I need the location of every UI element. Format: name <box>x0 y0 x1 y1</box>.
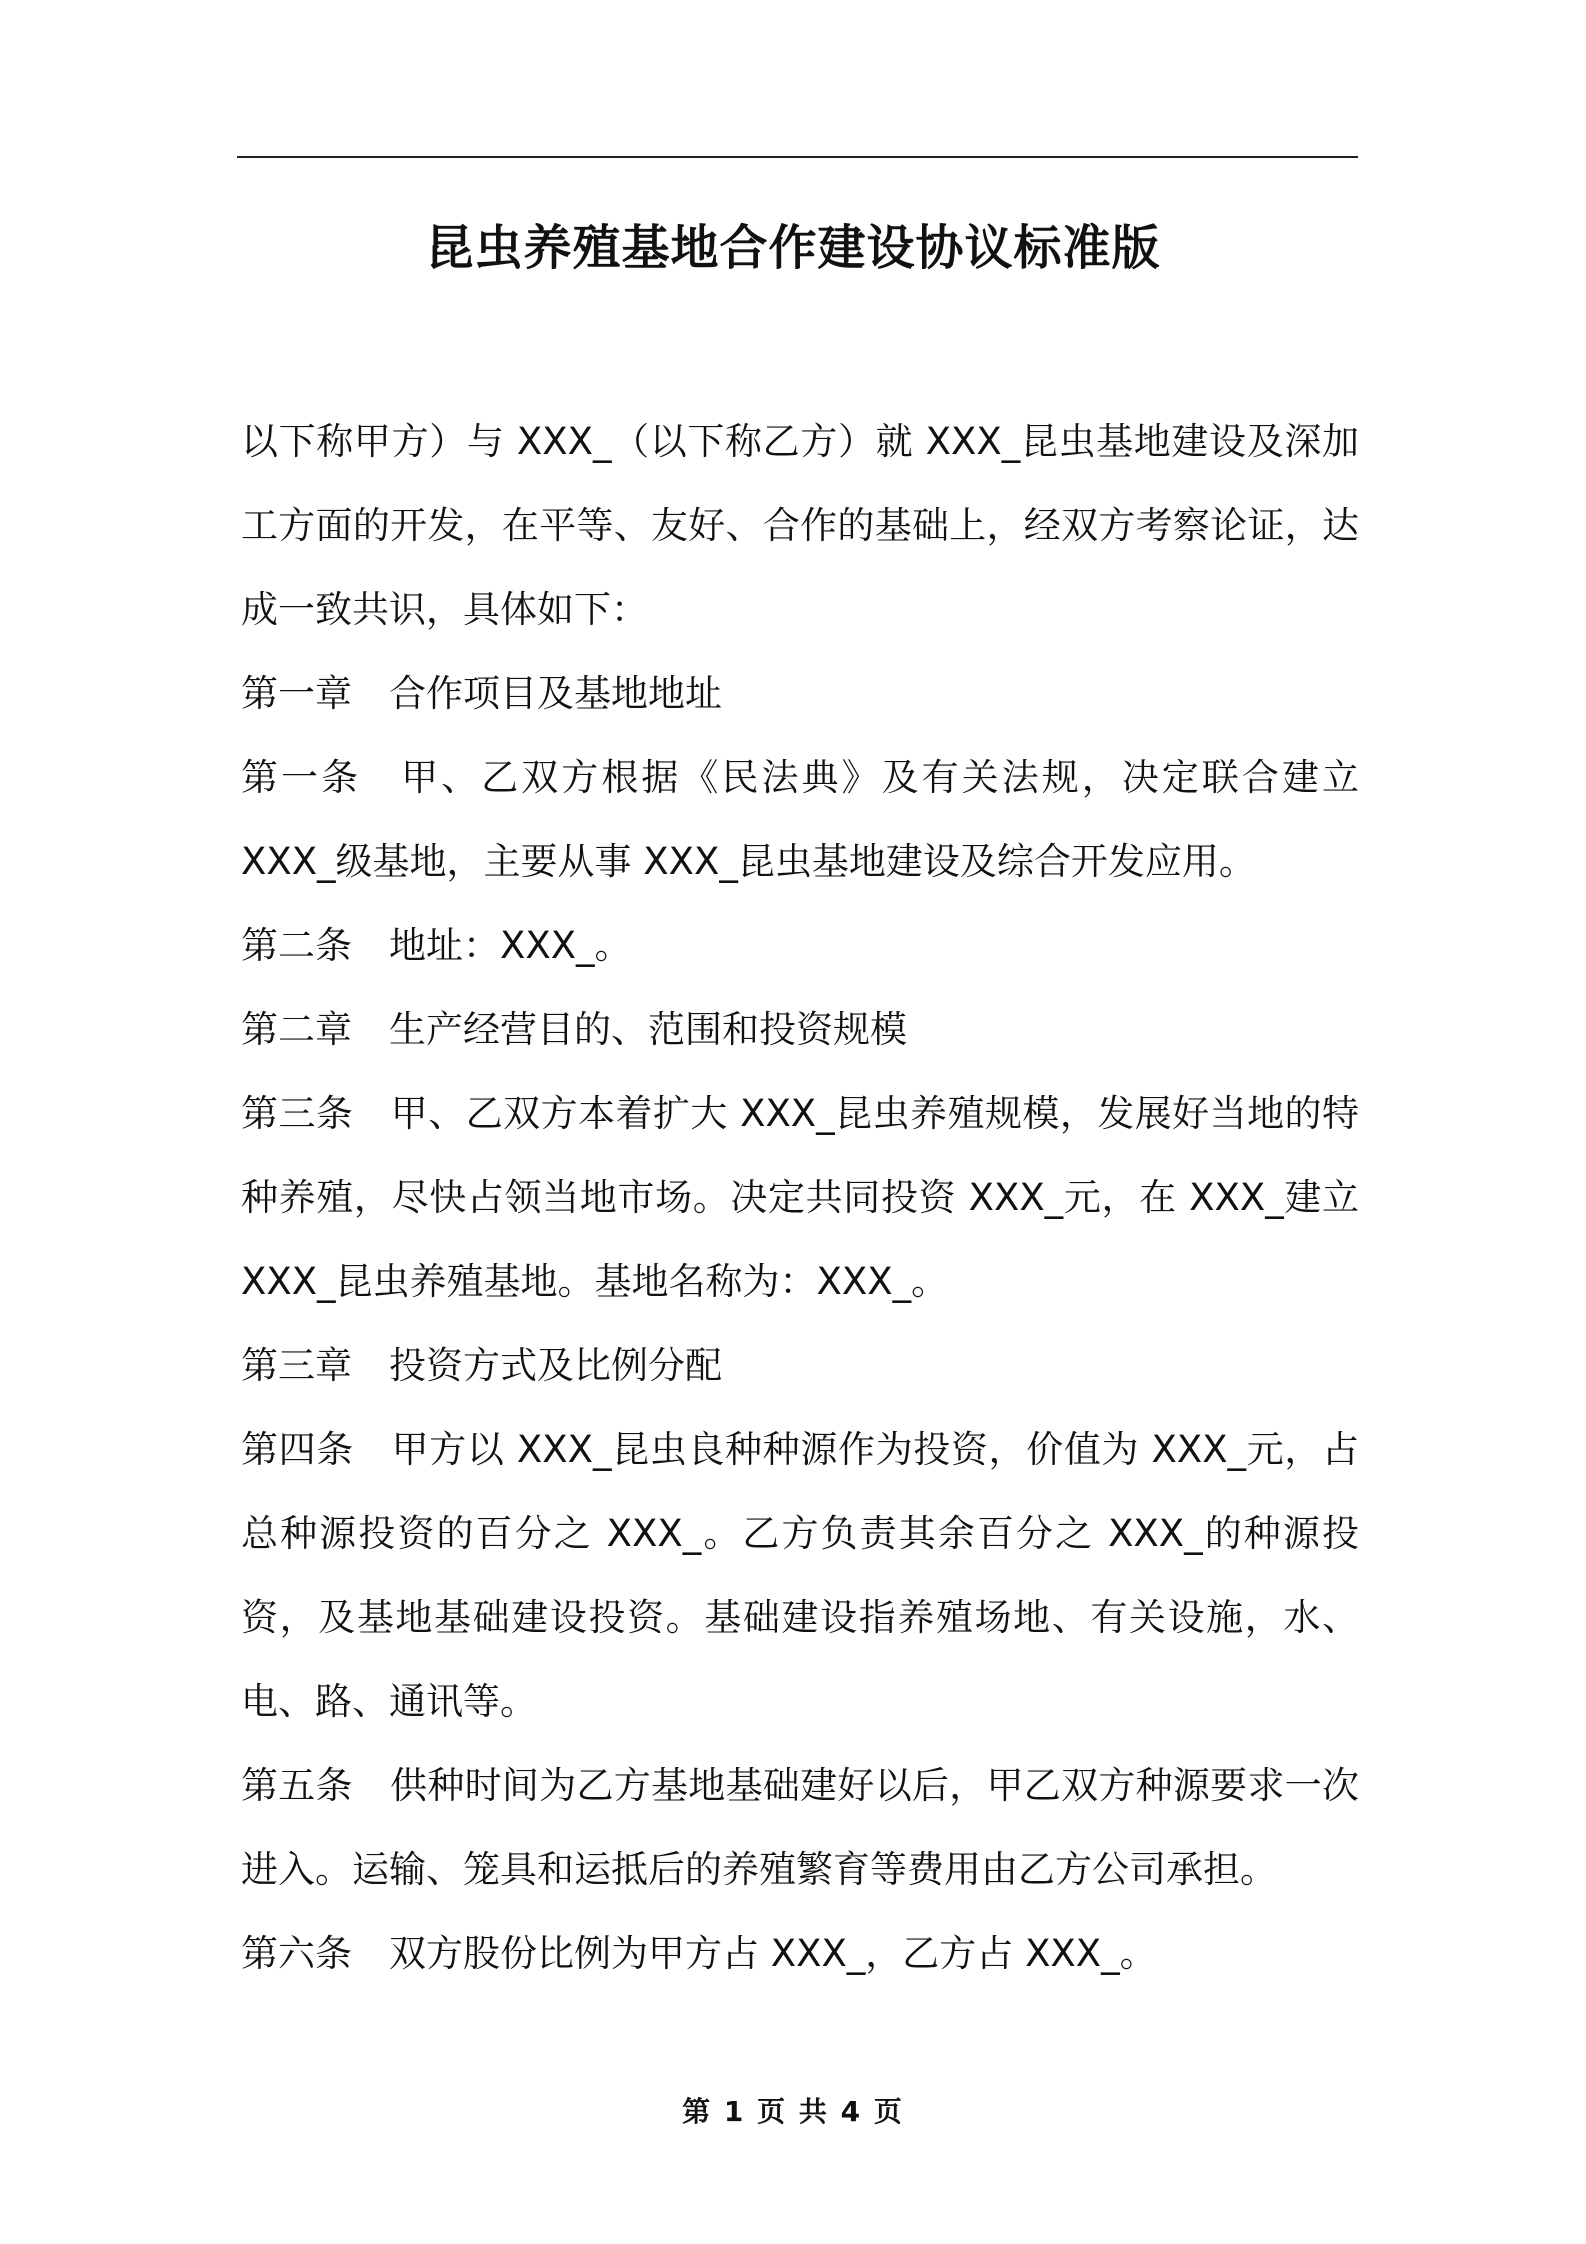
article-5: 第五条 供种时间为乙方基地基础建好以后，甲乙双方种源要求一次进入。运输、笼具和运抵后的养殖繁育等费用由乙方公司承担。 <box>241 1764 1359 1891</box>
page-number-footer: 第 1 页 共 4 页 <box>682 2095 904 2128</box>
article-3: 第三条 甲、乙双方本着扩大 XXX_昆虫养殖规模，发展好当地的特种养殖，尽快占领当地市场。决定共同投资 XXX_元，在 XXX_建立 XXX_昆虫养殖基地。基地名称为：XXX_。 <box>241 1092 1359 1303</box>
header-rule <box>237 156 1358 158</box>
document-title: 昆虫养殖基地合作建设协议标准版 <box>425 220 1161 276</box>
preamble-paragraph: 以下称甲方）与 XXX_（以下称乙方）就 XXX_昆虫基地建设及深加工方面的开发，在平等、友好、合作的基础上，经双方考察论证，达成一致共识，具体如下： <box>241 420 1359 631</box>
article-1: 第一条 甲、乙双方根据《民法典》及有关法规，决定联合建立 XXX_级基地，主要从事 XXX_昆虫基地建设及综合开发应用。 <box>241 756 1359 883</box>
chapter-1-heading: 第一章 合作项目及基地地址 <box>241 672 722 715</box>
chapter-2-heading: 第二章 生产经营目的、范围和投资规模 <box>241 1008 907 1051</box>
chapter-3-heading: 第三章 投资方式及比例分配 <box>241 1344 722 1387</box>
article-4: 第四条 甲方以 XXX_昆虫良种种源作为投资，价值为 XXX_元，占总种源投资的百分之 XXX_。乙方负责其余百分之 XXX_的种源投资，及基地基础建设投资。基础建设指养殖场地、有关设施，水、电、路、通讯等。 <box>241 1428 1359 1723</box>
article-2: 第二条 地址：XXX_。 <box>241 924 632 967</box>
document-body <box>241 400 1359 1996</box>
article-6: 第六条 双方股份比例为甲方占 XXX_，乙方占 XXX_。 <box>241 1932 1157 1975</box>
